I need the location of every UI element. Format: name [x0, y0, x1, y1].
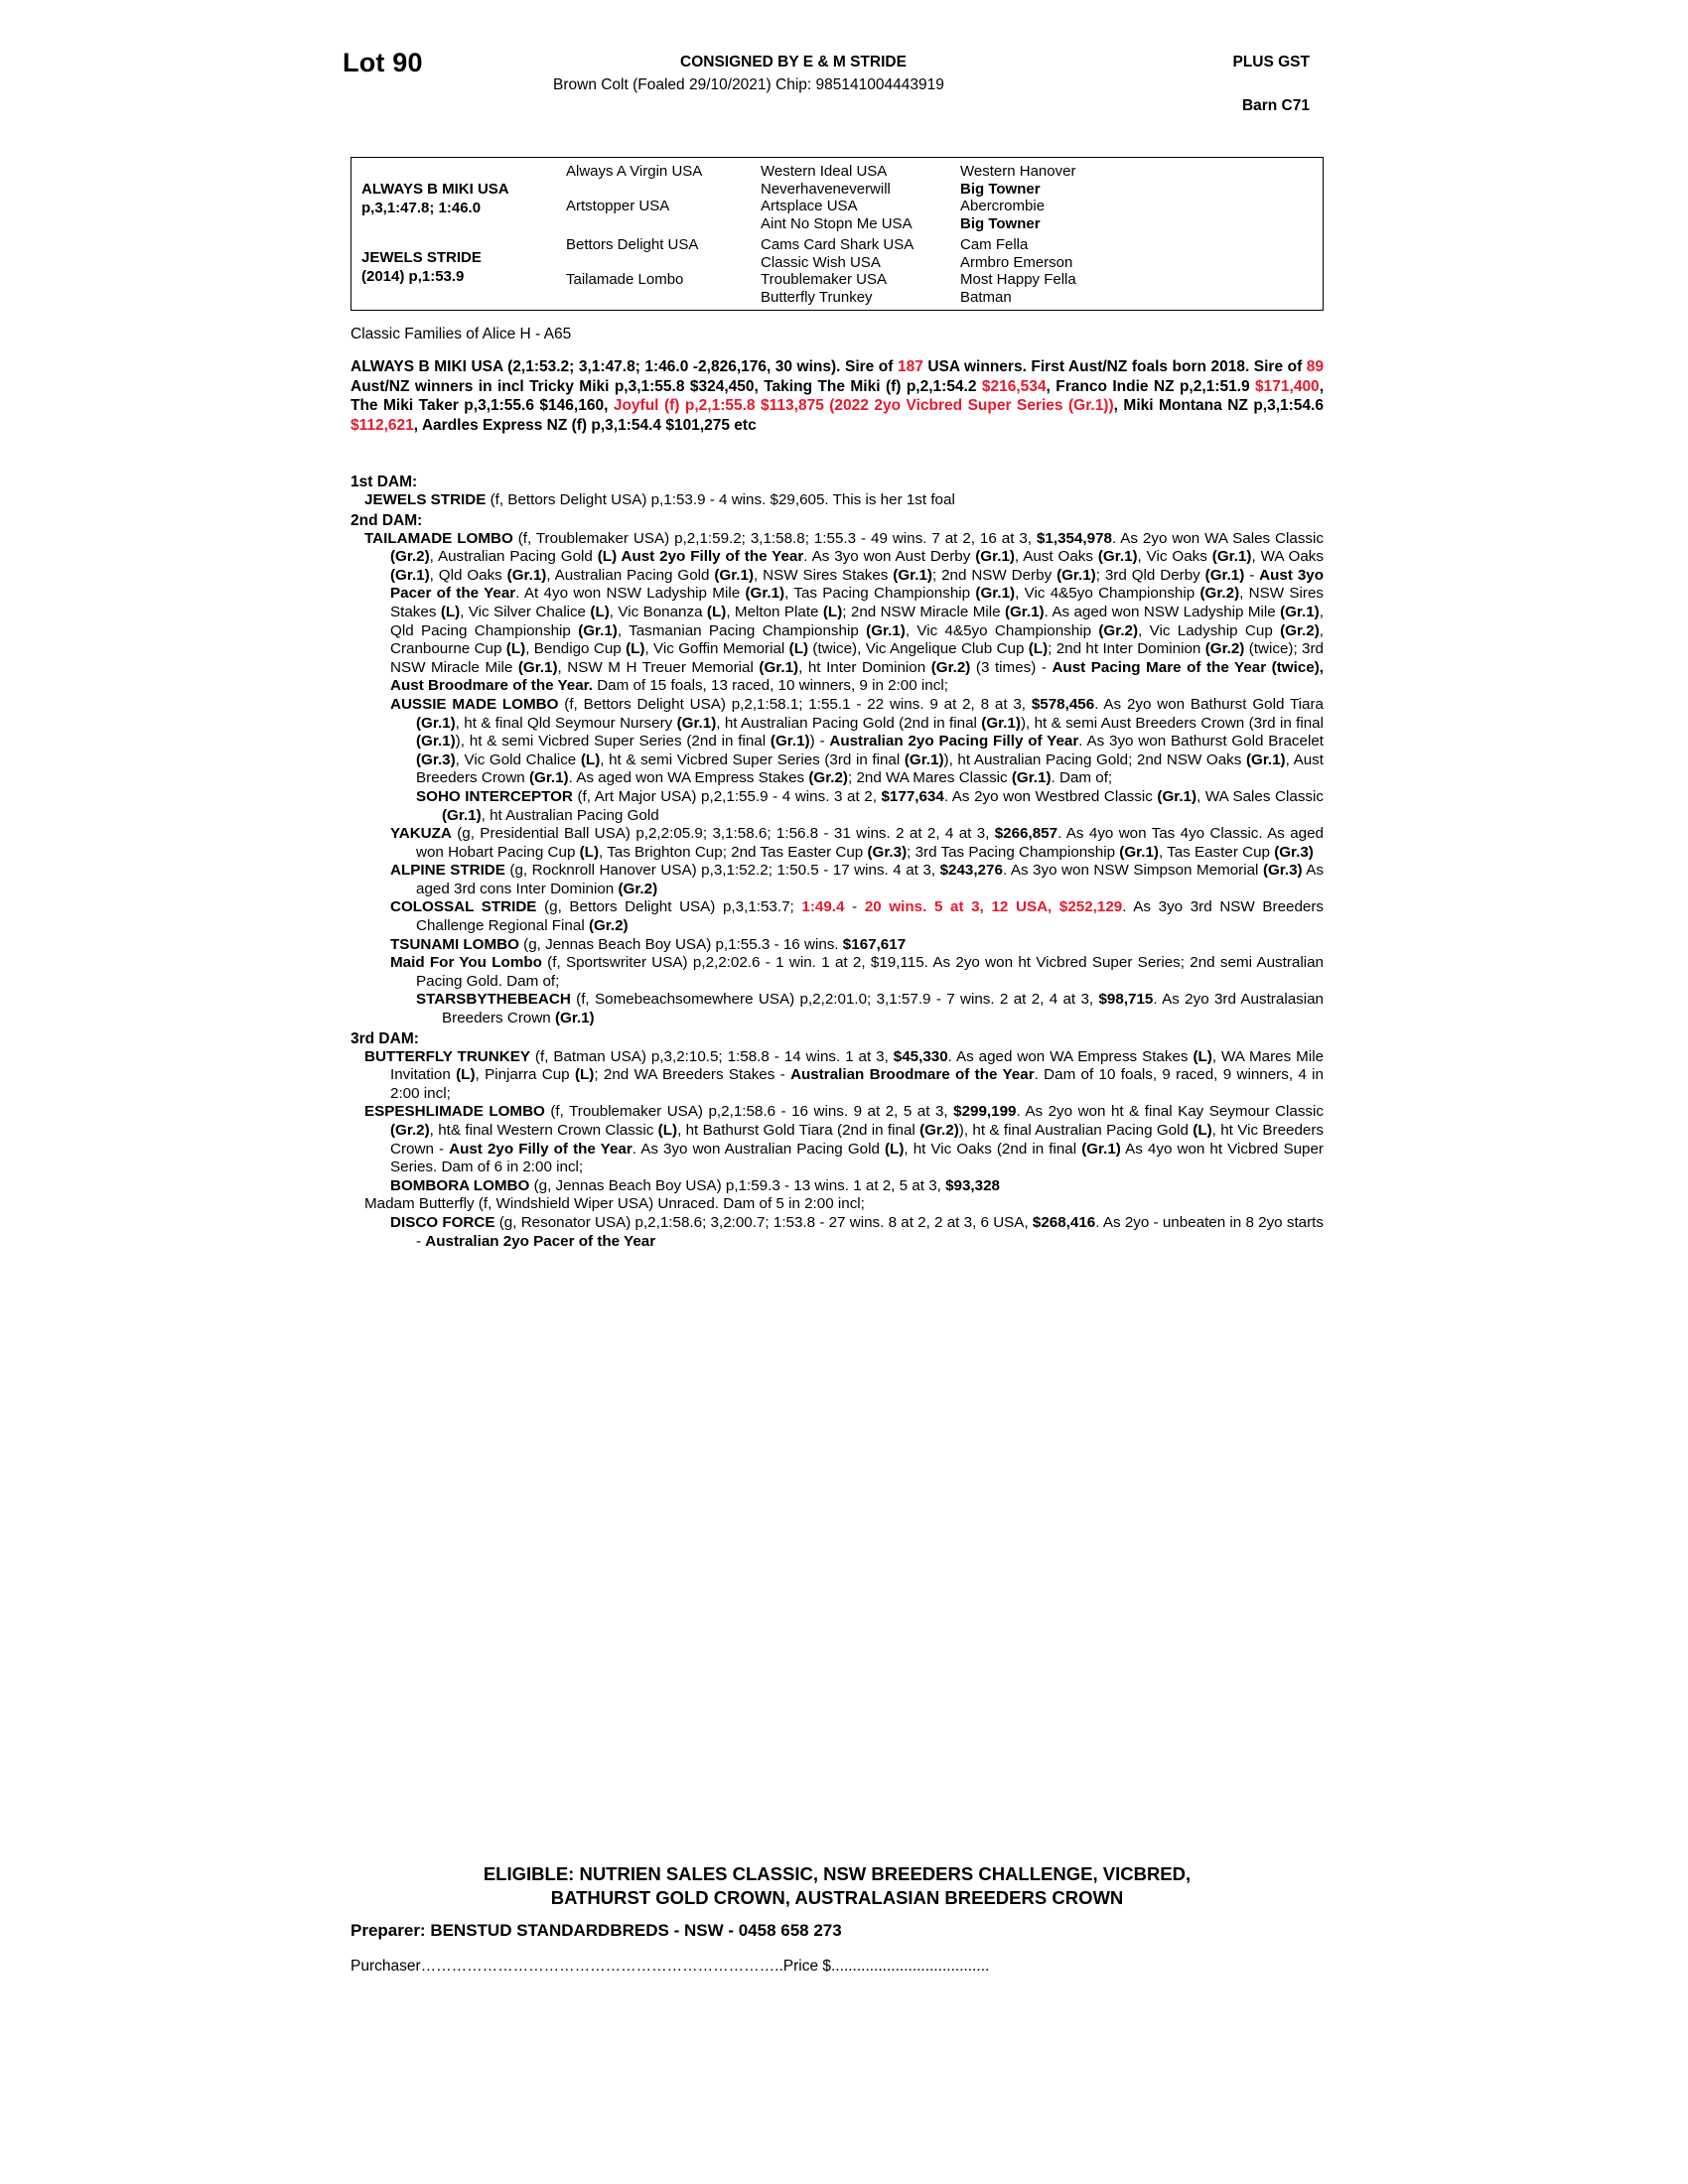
maid-for-you-lombo-entry: Maid For You Lombo (f, Sportswriter USA) p,2,2:02.6 - 1 win. 1 at 2, $19,115. As 2yo won ht Vicbred Super Series; 2nd semi Australian Pacing Gold. Dam of;: [390, 954, 1324, 990]
sire-name: ALWAYS B MIKI USA: [361, 181, 509, 198]
sire-summary-run-4: Aust/NZ winners in incl Tricky Miki p,3,1:55.8 $324,450, Taking The Miki (f) p,2,1:54.2: [351, 377, 982, 395]
pedigree-gen4-5: Cam Fella: [960, 236, 1029, 253]
second-dam-heading: 2nd DAM:: [351, 511, 423, 529]
foaling-details: Brown Colt (Foaled 29/10/2021) Chip: 985141004443919: [553, 76, 944, 93]
espeshlimade-lombo-entry: ESPESHLIMADE LOMBO (f, Troublemaker USA) p,2,1:58.6 - 16 wins. 9 at 2, 5 at 3, $299,199. As 2yo won ht & final Kay Seymour Classic (Gr.2), ht& final Western Crown Classic (L), ht Bathurst Gold Tiara (2nd in final (Gr.2)), ht & final Australian Pacing Gold (L), ht Vic Breeders Crown - Aust 2yo Filly of the Year. As 3yo won Australian Pacing Gold (L), ht Vic Oaks (2nd in final (Gr.1) As 4yo won ht Vicbred Super Series. Dam of 6 in 2:00 incl;: [364, 1103, 1325, 1176]
pedigree-gen3-6: Classic Wish USA: [761, 254, 881, 271]
pedigree-gen3-7: Troublemaker USA: [761, 271, 887, 288]
catalogue-sheet: [343, 40, 1345, 1975]
first-dam-heading: 1st DAM:: [351, 474, 418, 490]
eligibility-line-1: ELIGIBLE: NUTRIEN SALES CLASSIC, NSW BREEDERS CHALLENGE, VICBRED,: [483, 1863, 1192, 1884]
lot-number: Lot 90: [343, 48, 423, 77]
tailamade-lombo-entry: TAILAMADE LOMBO (f, Troublemaker USA) p,2,1:59.2; 3,1:58.8; 1:55.3 - 49 wins. 7 at 2, 16 at 3, $1,354,978. As 2yo won WA Sales Classic (Gr.2), Australian Pacing Gold (L) Aust 2yo Filly of the Year. As 3yo won Aust Derby (Gr.1), Aust Oaks (Gr.1), Vic Oaks (Gr.1), WA Oaks (Gr.1), Qld Oaks (Gr.1), Australian Pacing Gold (Gr.1), NSW Sires Stakes (Gr.1); 2nd NSW Derby (Gr.1); 3rd Qld Derby (Gr.1) - Aust 3yo Pacer of the Year. At 4yo won NSW Ladyship Mile (Gr.1), Tas Pacing Championship (Gr.1), Vic 4&5yo Championship (Gr.2), NSW Sires Stakes (L), Vic Silver Chalice (L), Vic Bonanza (L), Melton Plate (L); 2nd NSW Miracle Mile (Gr.1). As aged won NSW Ladyship Mile (Gr.1), Qld Pacing Championship (Gr.1), Tasmanian Pacing Championship (Gr.1), Vic 4&5yo Championship (Gr.2), Vic Ladyship Cup (Gr.2), Cranbourne Cup (L), Bendigo Cup (L), Vic Goffin Memorial (L) (twice), Vic Angelique Club Cup (L); 2nd ht Inter Dominion (Gr.2) (twice); 3rd NSW Miracle Mile (Gr.1), NSW M H Treuer Memorial (Gr.1), ht Inter Dominion (Gr.2) (3 times) - Aust Pacing Mare of the Year (twice), Aust Broodmare of the Year. Dam of 15 foals, 13 raced, 10 winners, 9 in 2:00 incl;: [364, 529, 1325, 695]
pedigree-table: [351, 157, 1324, 311]
sire-summary-run-1: 187: [897, 358, 923, 375]
tsunami-lombo-entry: TSUNAMI LOMBO (g, Jennas Beach Boy USA) p,1:55.3 - 16 wins. $167,617: [390, 935, 907, 953]
preparer-line: Preparer: BENSTUD STANDARDBREDS - NSW - 0458 658 273: [351, 1921, 842, 1940]
pedigree-gen3-4: Aint No Stopn Me USA: [761, 215, 913, 232]
pedigree-body: [351, 472, 1324, 1251]
pedigree-gen4-8: Batman: [960, 289, 1012, 306]
pedigree-gen2-4: Tailamade Lombo: [566, 271, 684, 288]
sire-summary-run-12: , Aardles Express NZ (f) p,3,1:54.4 $101,275 etc: [413, 416, 757, 434]
pedigree-gen4-6: Armbro Emerson: [960, 254, 1073, 271]
sire-summary-run-7: $171,400: [1255, 377, 1320, 395]
first-dam-entry: JEWELS STRIDE (f, Bettors Delight USA) p,1:53.9 - 4 wins. $29,605. This is her 1st foal: [364, 491, 955, 508]
sire-record: p,3,1:47.8; 1:46.0: [361, 200, 482, 216]
colossal-stride-entry: COLOSSAL STRIDE (g, Bettors Delight USA) p,3,1:53.7; 1:49.4 - 20 wins. 5 at 3, 12 USA, $252,129. As 3yo 3rd NSW Breeders Challenge Regional Final (Gr.2): [390, 898, 1325, 935]
sire-summary-run-0: ALWAYS B MIKI USA (2,1:53.2; 3,1:47.8; 1:46.0 -2,826,176, 30 wins). Sire of: [351, 358, 898, 375]
butterfly-trunkey-entry: BUTTERFLY TRUNKEY (f, Batman USA) p,3,2:10.5; 1:58.8 - 14 wins. 1 at 3, $45,330. As aged won WA Empress Stakes (L), WA Mares Mile Invitation (L), Pinjarra Cup (L); 2nd WA Breeders Stakes - Australian Broodmare of the Year. Dam of 10 foals, 9 raced, 9 winners, 4 in 2:00 incl;: [364, 1047, 1325, 1102]
sire-summary-run-6: , Franco Indie NZ p,2,1:51.9: [1046, 377, 1256, 395]
pedigree-gen4-3: Abercrombie: [960, 198, 1046, 214]
pedigree-gen2-3: Bettors Delight USA: [566, 236, 699, 253]
aussie-made-lombo-entry: AUSSIE MADE LOMBO (f, Bettors Delight USA) p,2,1:58.1; 1:55.1 - 22 wins. 9 at 2, 8 at 3, $578,456. As 2yo won Bathurst Gold Tiara (Gr.1), ht & final Qld Seymour Nursery (Gr.1), ht Australian Pacing Gold (2nd in final (Gr.1)), ht & semi Aust Breeders Crown (3rd in final (Gr.1)), ht & semi Vicbred Super Series (2nd in final (Gr.1)) - Australian 2yo Pacing Filly of Year. As 3yo won Bathurst Gold Bracelet (Gr.3), Vic Gold Chalice (L), ht & semi Vicbred Super Series (3rd in final (Gr.1)), ht Australian Pacing Gold; 2nd NSW Oaks (Gr.1), Aust Breeders Crown (Gr.1). As aged won WA Empress Stakes (Gr.2); 2nd WA Mares Classic (Gr.1). Dam of;: [390, 695, 1325, 787]
pedigree-gen2-1: Always A Virgin USA: [566, 163, 703, 180]
dam-record: (2014) p,1:53.9: [361, 268, 465, 285]
pedigree-gen4-7: Most Happy Fella: [960, 271, 1076, 288]
pedigree-gen3-5: Cams Card Shark USA: [761, 236, 914, 253]
disco-force-entry: DISCO FORCE (g, Resonator USA) p,2,1:58.6; 3,2:00.7; 1:53.8 - 27 wins. 8 at 2, 2 at 3, 6 USA, $268,416. As 2yo - unbeaten in 8 2yo starts - Australian 2yo Pacer of the Year: [390, 1213, 1324, 1250]
dam-name: JEWELS STRIDE: [361, 249, 482, 266]
yakuza-entry: YAKUZA (g, Presidential Ball USA) p,2,2:05.9; 3,1:58.6; 1:56.8 - 31 wins. 2 at 2, 4 at 3, $266,857. As 4yo won Tas 4yo Classic. As aged won Hobart Pacing Cup (L), Tas Brighton Cup; 2nd Tas Easter Cup (Gr.3); 3rd Tas Pacing Championship (Gr.1), Tas Easter Cup (Gr.3): [390, 825, 1324, 861]
page-header: [343, 40, 1345, 119]
pedigree-gen4-2: Big Towner: [960, 181, 1041, 198]
sire-summary-run-9: Joyful (f) p,2,1:55.8 $113,875 (2022 2yo Vicbred Super Series (Gr.1)): [613, 397, 1114, 414]
soho-interceptor-entry: SOHO INTERCEPTOR (f, Art Major USA) p,2,1:55.9 - 4 wins. 3 at 2, $177,634. As 2yo won Westbred Classic (Gr.1), WA Sales Classic (Gr.1), ht Australian Pacing Gold: [416, 787, 1324, 824]
sire-summary-run-2: USA winners. First Aust/NZ foals born 2018. Sire of: [922, 358, 1307, 375]
pedigree-gen3-8: Butterfly Trunkey: [761, 289, 873, 306]
eligibility-block: [351, 1862, 1324, 1910]
pedigree-gen3-1: Western Ideal USA: [761, 163, 888, 180]
pedigree-gen3-3: Artsplace USA: [761, 198, 858, 214]
sire-summary-run-11: $112,621: [351, 416, 414, 434]
family-line: Classic Families of Alice H - A65: [351, 326, 572, 342]
sire-summary-run-3: 89: [1306, 358, 1324, 375]
starsbythebeach-entry: STARSBYTHEBEACH (f, Somebeachsomewhere USA) p,2,2:01.0; 3,1:57.9 - 7 wins. 2 at 2, 4 at 3, $98,715. As 2yo 3rd Australasian Breeders Crown (Gr.1): [416, 991, 1324, 1027]
purchaser-line: Purchaser……………………………………………………………..Price $.....................................: [351, 1958, 990, 1975]
sire-summary-run-5: $216,534: [981, 377, 1047, 395]
plus-gst-label: PLUS GST: [1232, 54, 1310, 70]
pedigree-gen4-1: Western Hanover: [960, 163, 1076, 180]
sire-summary-run-10: , Miki Montana NZ p,3,1:54.6: [1113, 397, 1324, 414]
sire-summary-run-8: , The Miki Taker p,3,1:55.6 $146,160,: [351, 377, 1324, 414]
third-dam-heading: 3rd DAM:: [351, 1029, 419, 1047]
consignor-line: CONSIGNED BY E & M STRIDE: [680, 54, 907, 70]
pedigree-gen4-4: Big Towner: [960, 215, 1041, 232]
pedigree-gen3-2: Neverhaveneverwill: [761, 181, 891, 198]
barn-label: Barn C71: [1241, 97, 1310, 114]
madam-butterfly-entry: Madam Butterfly (f, Windshield Wiper USA) Unraced. Dam of 5 in 2:00 incl;: [364, 1195, 865, 1213]
sire-summary: [351, 357, 1324, 435]
alpine-stride-entry: ALPINE STRIDE (g, Rocknroll Hanover USA) p,3,1:52.2; 1:50.5 - 17 wins. 4 at 3, $243,276. As 3yo won NSW Simpson Memorial (Gr.3) As aged 3rd cons Inter Dominion (Gr.2): [390, 862, 1325, 897]
pedigree-gen2-2: Artstopper USA: [566, 198, 670, 214]
eligibility-line-2: BATHURST GOLD CROWN, AUSTRALASIAN BREEDERS CROWN: [550, 1887, 1124, 1908]
bombora-lombo-entry: BOMBORA LOMBO (g, Jennas Beach Boy USA) p,1:59.3 - 13 wins. 1 at 2, 5 at 3, $93,328: [390, 1176, 1000, 1194]
